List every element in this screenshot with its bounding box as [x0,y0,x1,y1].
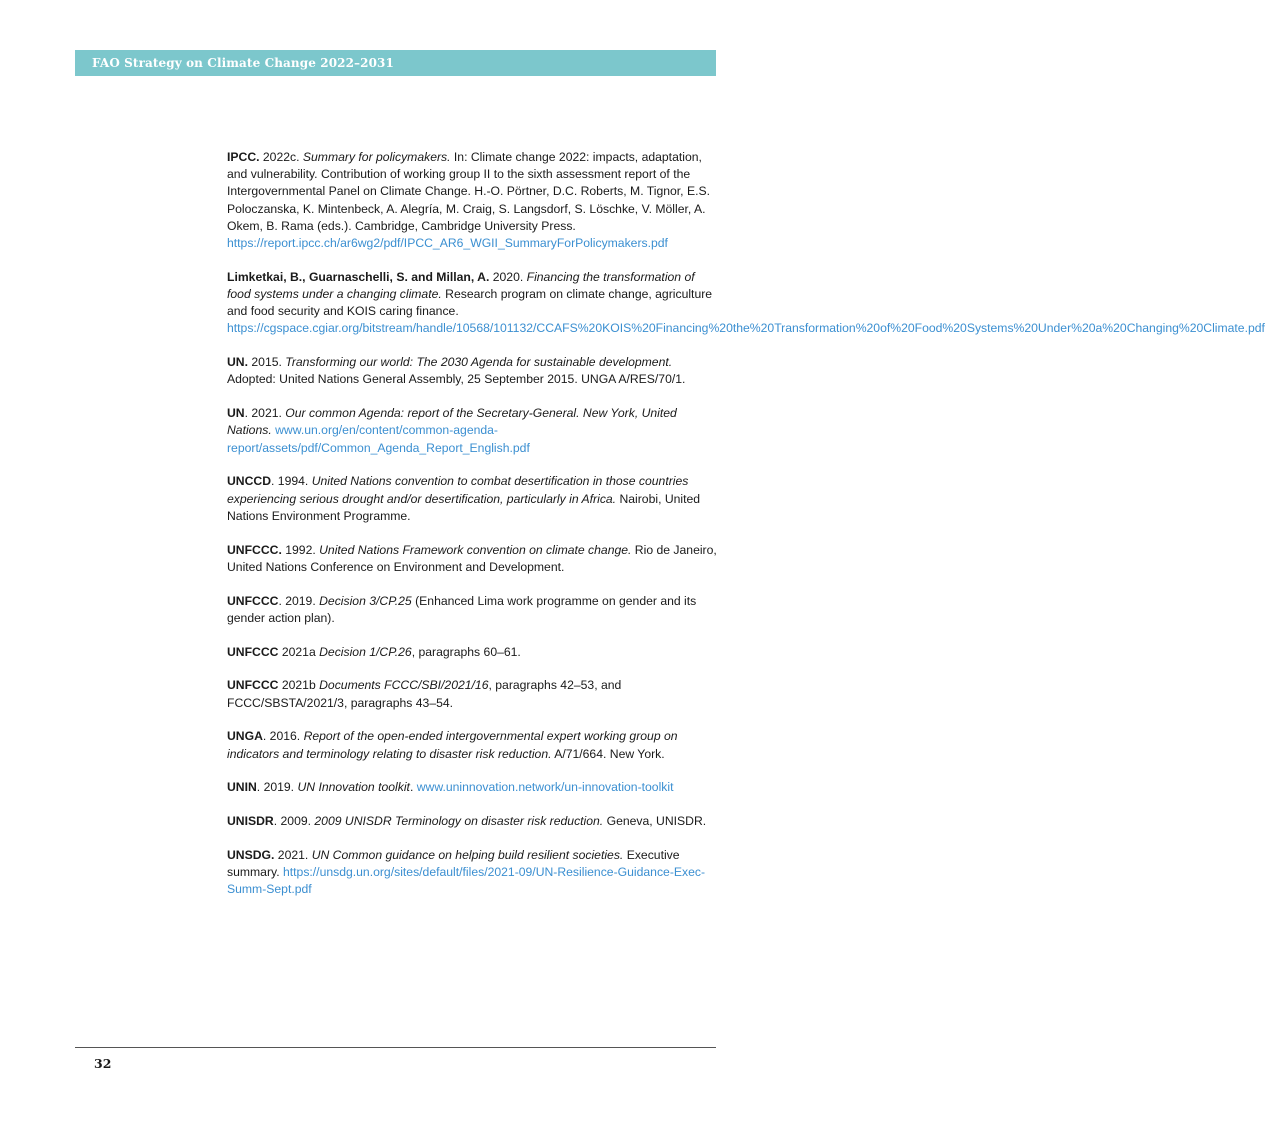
reference-entry [227,779,719,796]
reference-title: Documents FCCC/SBI/2021/16 [319,678,489,693]
reference-title: United Nations convention to combat desertification in those countries experiencing serious drought and/or desertification, particularly in Africa. [227,474,689,506]
reference-year: . 2016. [262,729,304,744]
reference-author: UNISDR [227,814,274,829]
reference-entry [227,847,719,899]
reference-author: IPCC. [227,150,260,164]
reference-title: Transforming our world: The 2030 Agenda for sustainable development. [285,355,673,370]
reference-details: A/71/664. New York. [551,746,665,761]
reference-entry [227,405,719,457]
reference-details: , paragraphs 42–53, and FCCC/SBSTA/2021/3, paragraphs 43–54. [227,678,622,710]
reference-title: UN Common guidance on helping build resilient societies. [311,848,624,863]
reference-author: UNCCD [227,474,272,489]
reference-title: Our common Agenda: report of the Secretary-General. New York, United Nations. [227,406,677,438]
reference-entry [227,354,719,388]
page-number: 32 [94,1056,112,1071]
reference-year: 2020. [489,269,527,284]
reference-author: UNIN [227,780,257,795]
reference-entry [227,542,719,576]
reference-details: , paragraphs 60–61. [411,644,521,659]
reference-title: UN Innovation toolkit [297,780,410,795]
reference-year: 2021a [278,644,320,659]
reference-entry [227,644,719,661]
reference-entry [227,269,1265,338]
reference-details: Nairobi, United Nations Environment Programme. [227,491,701,523]
reference-year: . 1994. [271,474,312,489]
reference-details: Adopted: United Nations General Assembly, 25 September 2015. UNGA A/RES/70/1. [227,372,686,387]
footer-divider [75,1047,716,1048]
reference-entry [227,677,719,711]
reference-year: 2021b [278,678,320,693]
reference-title: Summary for policymakers. [302,150,451,164]
reference-link[interactable]: https://unsdg.un.org/sites/default/files/2021-09/UN-Resilience-Guidance-Exec-Summ-Sept.pdf [227,865,706,897]
reference-title: Decision 1/CP.26 [319,644,412,659]
reference-link[interactable]: www.un.org/en/content/common-agenda-report/assets/pdf/Common_Agenda_Report_English.pdf [227,423,530,455]
reference-year: 2021. [274,848,312,863]
reference-details: Geneva, UNISDR. [603,814,707,829]
reference-entry [227,728,719,762]
reference-author: UN [227,406,245,421]
reference-details: (Enhanced Lima work programme on gender and its gender action plan). [227,593,697,625]
reference-entry [227,149,719,252]
reference-year: 2015. [248,355,286,370]
reference-author: UNGA [227,729,263,744]
reference-link[interactable]: www.uninnovation.network/un-innovation-toolkit [416,780,674,795]
reference-author: UNSDG. [227,848,275,863]
reference-author: UNFCCC. [227,542,282,557]
reference-link[interactable]: https://cgspace.cgiar.org/bitstream/handle/10568/101132/CCAFS%20KOIS%20Financing%20the%20Transformation%20of%20Food%20Systems%20Under%20a%20Changing%20Climate.pdf [227,321,1265,336]
reference-entry [227,813,719,830]
document-title: FAO Strategy on Climate Change 2022–2031 [92,56,394,70]
reference-title: Decision 3/CP.25 [319,593,412,608]
reference-details: In: Climate change 2022: impacts, adaptation, and vulnerability. Contribution of working group II to the sixth assessment report of the Intergovernmental Panel on Climate Change. H.-O. Pörtner, D.C. Roberts, M. Tignor, E.S. Poloczanska, K. Mintenbeck, A. Alegría, M. Craig, S. Langsdorf, S. Löschke, V. Möller, A. Okem, B. Rama (eds.). Cambridge, Cambridge University Press. [227,150,710,233]
reference-year: 1992. [281,542,320,557]
reference-year: . 2019. [256,780,298,795]
reference-author: UNFCCC [227,678,279,693]
reference-author: UNFCCC [227,644,279,659]
reference-year: 2022c. [259,150,303,164]
header-band [75,50,716,76]
reference-year: . 2021. [244,406,286,421]
reference-title: Report of the open-ended intergovernmental expert working group on indicators and terminology relating to disaster risk reduction. [227,729,678,761]
reference-link[interactable]: https://report.ipcc.ch/ar6wg2/pdf/IPCC_AR6_WGII_SummaryForPolicymakers.pdf [227,236,668,251]
reference-details: Rio de Janeiro, United Nations Conference on Environment and Development. [227,542,717,574]
reference-details: Executive summary. [227,848,680,880]
reference-details: . [409,780,417,795]
reference-year: . 2019. [278,593,320,608]
reference-details: Research program on climate change, agriculture and food security and KOIS caring finance. [227,287,713,319]
reference-list [227,149,1265,915]
reference-year: . 2009. [273,814,315,829]
reference-title: 2009 UNISDR Terminology on disaster risk reduction. [314,814,604,829]
reference-entry [227,473,719,525]
reference-entry [227,593,719,627]
reference-author: UN. [227,355,248,370]
reference-author: UNFCCC [227,593,279,608]
reference-author: Limketkai, B., Guarnaschelli, S. and Millan, A. [227,269,490,284]
reference-title: United Nations Framework convention on climate change. [319,542,632,557]
reference-title: Financing the transformation of food systems under a changing climate. [227,269,695,302]
